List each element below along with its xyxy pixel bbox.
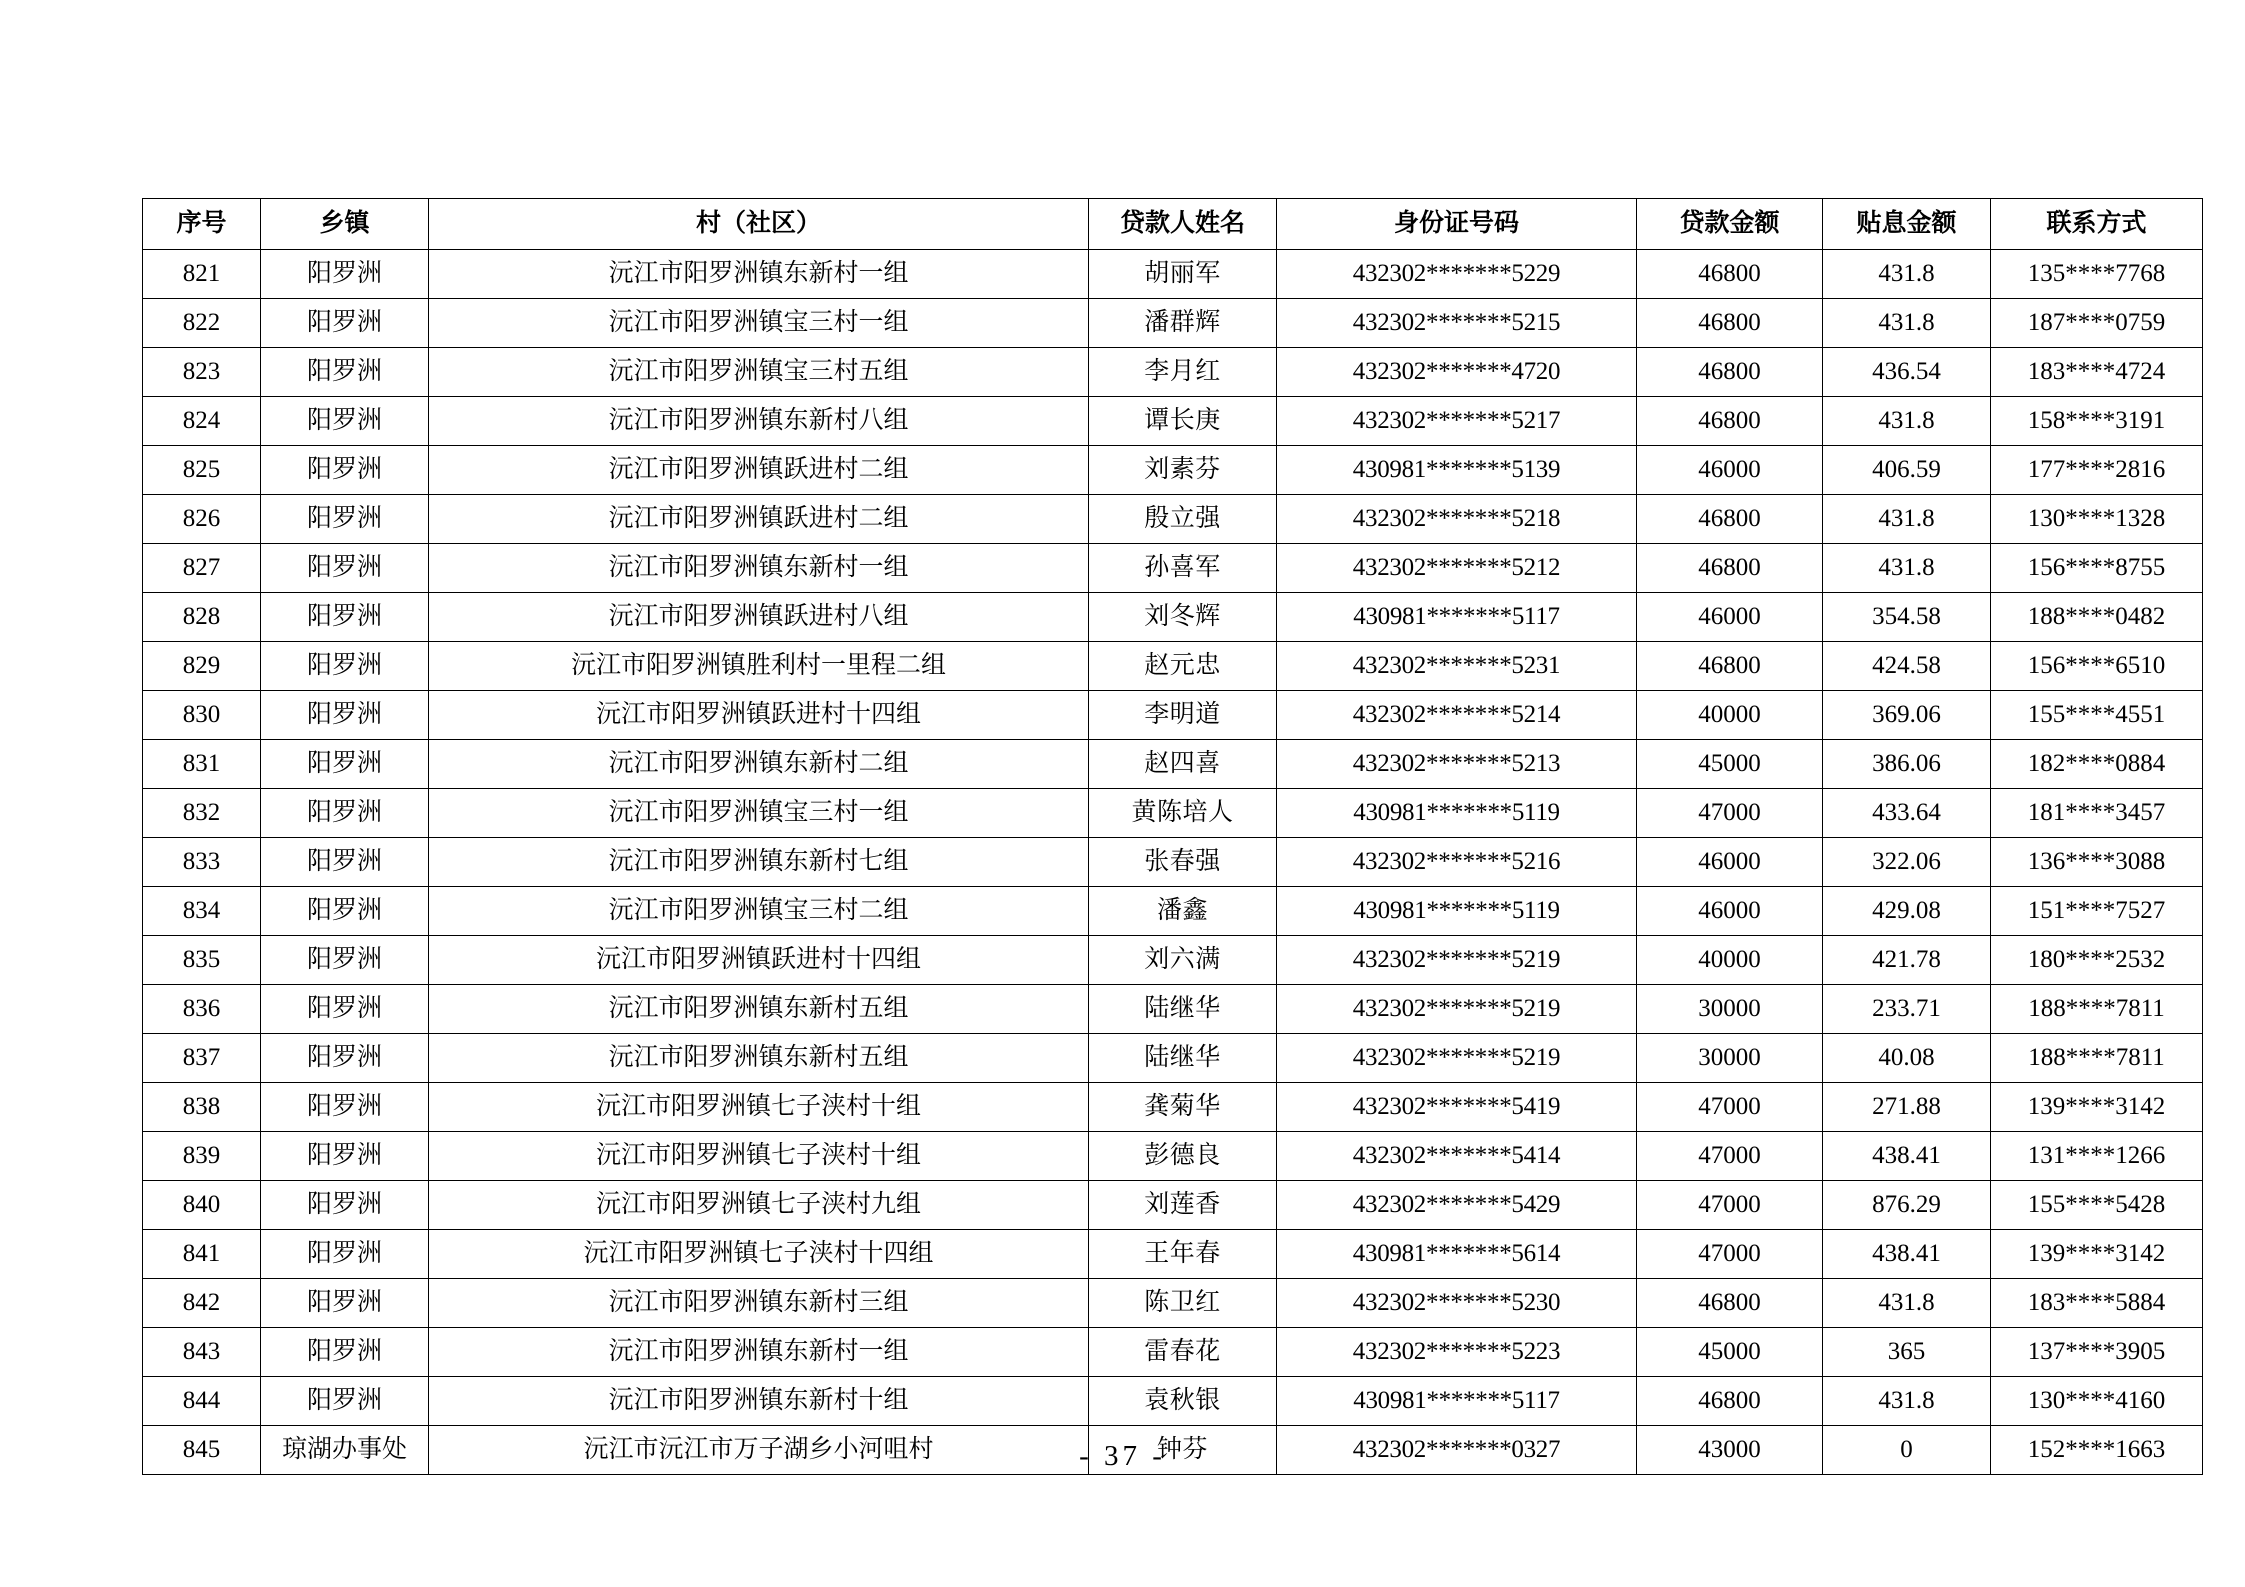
cell-township: 阳罗洲 xyxy=(261,642,429,691)
cell-id-number: 432302*******5223 xyxy=(1277,1328,1637,1377)
cell-subsidy-amount: 365 xyxy=(1823,1328,1991,1377)
table-row xyxy=(143,740,2203,789)
cell-township: 琼湖办事处 xyxy=(261,1426,429,1475)
cell-seq: 843 xyxy=(143,1328,261,1377)
cell-contact: 137****3905 xyxy=(1991,1328,2203,1377)
cell-contact: 188****7811 xyxy=(1991,1034,2203,1083)
cell-township: 阳罗洲 xyxy=(261,691,429,740)
cell-subsidy-amount: 431.8 xyxy=(1823,397,1991,446)
cell-borrower-name: 李月红 xyxy=(1089,348,1277,397)
cell-township: 阳罗洲 xyxy=(261,446,429,495)
cell-township: 阳罗洲 xyxy=(261,789,429,838)
cell-contact: 135****7768 xyxy=(1991,250,2203,299)
cell-subsidy-amount: 0 xyxy=(1823,1426,1991,1475)
cell-borrower-name: 雷春花 xyxy=(1089,1328,1277,1377)
cell-loan-amount: 47000 xyxy=(1637,1083,1823,1132)
table-row xyxy=(143,1083,2203,1132)
cell-contact: 155****4551 xyxy=(1991,691,2203,740)
table-row xyxy=(143,1034,2203,1083)
cell-subsidy-amount: 369.06 xyxy=(1823,691,1991,740)
cell-loan-amount: 46800 xyxy=(1637,250,1823,299)
cell-township: 阳罗洲 xyxy=(261,838,429,887)
cell-seq: 821 xyxy=(143,250,261,299)
cell-township: 阳罗洲 xyxy=(261,1279,429,1328)
table-row xyxy=(143,1279,2203,1328)
cell-borrower-name: 黄陈培人 xyxy=(1089,789,1277,838)
cell-subsidy-amount: 431.8 xyxy=(1823,544,1991,593)
cell-borrower-name: 龚菊华 xyxy=(1089,1083,1277,1132)
cell-contact: 151****7527 xyxy=(1991,887,2203,936)
cell-village: 沅江市沅江市万子湖乡小河咀村 xyxy=(429,1426,1089,1475)
cell-seq: 836 xyxy=(143,985,261,1034)
cell-loan-amount: 46800 xyxy=(1637,397,1823,446)
cell-township: 阳罗洲 xyxy=(261,250,429,299)
cell-id-number: 432302*******5218 xyxy=(1277,495,1637,544)
cell-id-number: 432302*******5213 xyxy=(1277,740,1637,789)
cell-village: 沅江市阳罗洲镇东新村八组 xyxy=(429,397,1089,446)
cell-seq: 840 xyxy=(143,1181,261,1230)
cell-village: 沅江市阳罗洲镇七子浃村十组 xyxy=(429,1132,1089,1181)
cell-subsidy-amount: 876.29 xyxy=(1823,1181,1991,1230)
cell-contact: 187****0759 xyxy=(1991,299,2203,348)
cell-contact: 183****4724 xyxy=(1991,348,2203,397)
cell-contact: 139****3142 xyxy=(1991,1083,2203,1132)
cell-seq: 831 xyxy=(143,740,261,789)
column-header-borrower-name: 贷款人姓名 xyxy=(1089,199,1277,250)
cell-contact: 183****5884 xyxy=(1991,1279,2203,1328)
table-row xyxy=(143,642,2203,691)
cell-borrower-name: 钟芬 xyxy=(1089,1426,1277,1475)
cell-loan-amount: 40000 xyxy=(1637,936,1823,985)
cell-id-number: 432302*******5230 xyxy=(1277,1279,1637,1328)
cell-id-number: 432302*******5219 xyxy=(1277,1034,1637,1083)
cell-contact: 139****3142 xyxy=(1991,1230,2203,1279)
cell-village: 沅江市阳罗洲镇跃进村二组 xyxy=(429,446,1089,495)
cell-subsidy-amount: 40.08 xyxy=(1823,1034,1991,1083)
cell-id-number: 432302*******5216 xyxy=(1277,838,1637,887)
cell-seq: 832 xyxy=(143,789,261,838)
cell-village: 沅江市阳罗洲镇宝三村一组 xyxy=(429,299,1089,348)
cell-village: 沅江市阳罗洲镇跃进村八组 xyxy=(429,593,1089,642)
column-header-id-number: 身份证号码 xyxy=(1277,199,1637,250)
cell-subsidy-amount: 431.8 xyxy=(1823,1377,1991,1426)
cell-subsidy-amount: 438.41 xyxy=(1823,1132,1991,1181)
cell-subsidy-amount: 354.58 xyxy=(1823,593,1991,642)
cell-contact: 136****3088 xyxy=(1991,838,2203,887)
cell-loan-amount: 45000 xyxy=(1637,740,1823,789)
cell-borrower-name: 袁秋银 xyxy=(1089,1377,1277,1426)
cell-subsidy-amount: 406.59 xyxy=(1823,446,1991,495)
cell-village: 沅江市阳罗洲镇跃进村十四组 xyxy=(429,691,1089,740)
cell-borrower-name: 殷立强 xyxy=(1089,495,1277,544)
cell-loan-amount: 45000 xyxy=(1637,1328,1823,1377)
cell-loan-amount: 46800 xyxy=(1637,1377,1823,1426)
cell-loan-amount: 43000 xyxy=(1637,1426,1823,1475)
cell-village: 沅江市阳罗洲镇跃进村二组 xyxy=(429,495,1089,544)
column-header-township: 乡镇 xyxy=(261,199,429,250)
cell-seq: 829 xyxy=(143,642,261,691)
table-row xyxy=(143,1181,2203,1230)
cell-borrower-name: 潘群辉 xyxy=(1089,299,1277,348)
cell-id-number: 432302*******5219 xyxy=(1277,985,1637,1034)
cell-seq: 825 xyxy=(143,446,261,495)
cell-loan-amount: 47000 xyxy=(1637,1230,1823,1279)
cell-loan-amount: 46000 xyxy=(1637,838,1823,887)
cell-seq: 839 xyxy=(143,1132,261,1181)
cell-contact: 152****1663 xyxy=(1991,1426,2203,1475)
cell-village: 沅江市阳罗洲镇跃进村十四组 xyxy=(429,936,1089,985)
cell-id-number: 430981*******5117 xyxy=(1277,593,1637,642)
cell-township: 阳罗洲 xyxy=(261,593,429,642)
cell-village: 沅江市阳罗洲镇东新村一组 xyxy=(429,544,1089,593)
cell-township: 阳罗洲 xyxy=(261,887,429,936)
cell-village: 沅江市阳罗洲镇东新村五组 xyxy=(429,985,1089,1034)
table-row xyxy=(143,250,2203,299)
table-row xyxy=(143,1328,2203,1377)
cell-village: 沅江市阳罗洲镇东新村十组 xyxy=(429,1377,1089,1426)
cell-contact: 156****6510 xyxy=(1991,642,2203,691)
loan-subsidy-table-container xyxy=(142,198,2166,1475)
column-header-loan-amount: 贷款金额 xyxy=(1637,199,1823,250)
cell-village: 沅江市阳罗洲镇宝三村二组 xyxy=(429,887,1089,936)
cell-township: 阳罗洲 xyxy=(261,936,429,985)
cell-seq: 841 xyxy=(143,1230,261,1279)
cell-borrower-name: 刘冬辉 xyxy=(1089,593,1277,642)
table-row xyxy=(143,397,2203,446)
cell-id-number: 432302*******5229 xyxy=(1277,250,1637,299)
cell-borrower-name: 刘素芬 xyxy=(1089,446,1277,495)
cell-loan-amount: 47000 xyxy=(1637,1181,1823,1230)
table-row xyxy=(143,985,2203,1034)
table-header xyxy=(143,199,2203,250)
cell-seq: 822 xyxy=(143,299,261,348)
cell-subsidy-amount: 431.8 xyxy=(1823,250,1991,299)
cell-village: 沅江市阳罗洲镇七子浃村九组 xyxy=(429,1181,1089,1230)
cell-id-number: 430981*******5614 xyxy=(1277,1230,1637,1279)
cell-borrower-name: 陈卫红 xyxy=(1089,1279,1277,1328)
loan-subsidy-table xyxy=(142,198,2203,1475)
cell-borrower-name: 孙喜军 xyxy=(1089,544,1277,593)
cell-borrower-name: 赵四喜 xyxy=(1089,740,1277,789)
table-row xyxy=(143,936,2203,985)
cell-subsidy-amount: 322.06 xyxy=(1823,838,1991,887)
cell-contact: 155****5428 xyxy=(1991,1181,2203,1230)
cell-contact: 158****3191 xyxy=(1991,397,2203,446)
cell-contact: 188****7811 xyxy=(1991,985,2203,1034)
cell-subsidy-amount: 431.8 xyxy=(1823,299,1991,348)
table-row xyxy=(143,1230,2203,1279)
cell-seq: 826 xyxy=(143,495,261,544)
table-row xyxy=(143,593,2203,642)
column-header-subsidy-amount: 贴息金额 xyxy=(1823,199,1991,250)
table-row xyxy=(143,495,2203,544)
cell-township: 阳罗洲 xyxy=(261,299,429,348)
cell-borrower-name: 刘六满 xyxy=(1089,936,1277,985)
cell-loan-amount: 46000 xyxy=(1637,446,1823,495)
cell-subsidy-amount: 424.58 xyxy=(1823,642,1991,691)
cell-village: 沅江市阳罗洲镇东新村二组 xyxy=(429,740,1089,789)
cell-subsidy-amount: 436.54 xyxy=(1823,348,1991,397)
cell-subsidy-amount: 438.41 xyxy=(1823,1230,1991,1279)
cell-seq: 842 xyxy=(143,1279,261,1328)
cell-borrower-name: 陆继华 xyxy=(1089,985,1277,1034)
cell-id-number: 432302*******5429 xyxy=(1277,1181,1637,1230)
cell-loan-amount: 46800 xyxy=(1637,1279,1823,1328)
column-header-contact: 联系方式 xyxy=(1991,199,2203,250)
cell-id-number: 432302*******5231 xyxy=(1277,642,1637,691)
cell-village: 沅江市阳罗洲镇宝三村五组 xyxy=(429,348,1089,397)
cell-village: 沅江市阳罗洲镇宝三村一组 xyxy=(429,789,1089,838)
cell-borrower-name: 张春强 xyxy=(1089,838,1277,887)
cell-seq: 828 xyxy=(143,593,261,642)
cell-township: 阳罗洲 xyxy=(261,1083,429,1132)
cell-township: 阳罗洲 xyxy=(261,1230,429,1279)
cell-borrower-name: 李明道 xyxy=(1089,691,1277,740)
cell-township: 阳罗洲 xyxy=(261,1034,429,1083)
table-row xyxy=(143,887,2203,936)
cell-id-number: 432302*******5414 xyxy=(1277,1132,1637,1181)
cell-contact: 130****1328 xyxy=(1991,495,2203,544)
cell-seq: 824 xyxy=(143,397,261,446)
cell-subsidy-amount: 271.88 xyxy=(1823,1083,1991,1132)
cell-seq: 845 xyxy=(143,1426,261,1475)
cell-seq: 844 xyxy=(143,1377,261,1426)
cell-seq: 837 xyxy=(143,1034,261,1083)
table-row xyxy=(143,789,2203,838)
cell-borrower-name: 彭德良 xyxy=(1089,1132,1277,1181)
cell-village: 沅江市阳罗洲镇东新村一组 xyxy=(429,1328,1089,1377)
cell-township: 阳罗洲 xyxy=(261,985,429,1034)
cell-subsidy-amount: 433.64 xyxy=(1823,789,1991,838)
cell-seq: 830 xyxy=(143,691,261,740)
cell-id-number: 432302*******5217 xyxy=(1277,397,1637,446)
cell-id-number: 432302*******4720 xyxy=(1277,348,1637,397)
cell-borrower-name: 胡丽军 xyxy=(1089,250,1277,299)
cell-township: 阳罗洲 xyxy=(261,1181,429,1230)
cell-township: 阳罗洲 xyxy=(261,1132,429,1181)
cell-id-number: 432302*******5214 xyxy=(1277,691,1637,740)
cell-loan-amount: 47000 xyxy=(1637,1132,1823,1181)
table-row xyxy=(143,299,2203,348)
cell-contact: 181****3457 xyxy=(1991,789,2203,838)
cell-township: 阳罗洲 xyxy=(261,397,429,446)
table-row xyxy=(143,446,2203,495)
cell-seq: 823 xyxy=(143,348,261,397)
cell-contact: 188****0482 xyxy=(1991,593,2203,642)
cell-id-number: 430981*******5139 xyxy=(1277,446,1637,495)
cell-contact: 131****1266 xyxy=(1991,1132,2203,1181)
cell-loan-amount: 30000 xyxy=(1637,985,1823,1034)
cell-borrower-name: 潘鑫 xyxy=(1089,887,1277,936)
table-header-row xyxy=(143,199,2203,250)
cell-subsidy-amount: 431.8 xyxy=(1823,1279,1991,1328)
table-row xyxy=(143,1132,2203,1181)
cell-id-number: 432302*******5419 xyxy=(1277,1083,1637,1132)
cell-village: 沅江市阳罗洲镇胜利村一里程二组 xyxy=(429,642,1089,691)
cell-township: 阳罗洲 xyxy=(261,1328,429,1377)
table-row xyxy=(143,348,2203,397)
cell-village: 沅江市阳罗洲镇七子浃村十四组 xyxy=(429,1230,1089,1279)
cell-subsidy-amount: 421.78 xyxy=(1823,936,1991,985)
cell-loan-amount: 46800 xyxy=(1637,495,1823,544)
cell-seq: 827 xyxy=(143,544,261,593)
cell-contact: 130****4160 xyxy=(1991,1377,2203,1426)
cell-seq: 835 xyxy=(143,936,261,985)
cell-subsidy-amount: 431.8 xyxy=(1823,495,1991,544)
cell-borrower-name: 陆继华 xyxy=(1089,1034,1277,1083)
cell-id-number: 430981*******5119 xyxy=(1277,887,1637,936)
cell-village: 沅江市阳罗洲镇东新村七组 xyxy=(429,838,1089,887)
table-row xyxy=(143,544,2203,593)
cell-loan-amount: 46000 xyxy=(1637,887,1823,936)
cell-borrower-name: 谭长庚 xyxy=(1089,397,1277,446)
cell-loan-amount: 46800 xyxy=(1637,348,1823,397)
cell-contact: 180****2532 xyxy=(1991,936,2203,985)
cell-id-number: 432302*******5215 xyxy=(1277,299,1637,348)
cell-loan-amount: 47000 xyxy=(1637,789,1823,838)
cell-subsidy-amount: 233.71 xyxy=(1823,985,1991,1034)
cell-seq: 833 xyxy=(143,838,261,887)
cell-contact: 177****2816 xyxy=(1991,446,2203,495)
cell-township: 阳罗洲 xyxy=(261,348,429,397)
table-body xyxy=(143,250,2203,1475)
cell-subsidy-amount: 429.08 xyxy=(1823,887,1991,936)
cell-township: 阳罗洲 xyxy=(261,1377,429,1426)
cell-id-number: 430981*******5117 xyxy=(1277,1377,1637,1426)
cell-seq: 834 xyxy=(143,887,261,936)
cell-township: 阳罗洲 xyxy=(261,495,429,544)
cell-id-number: 432302*******0327 xyxy=(1277,1426,1637,1475)
cell-village: 沅江市阳罗洲镇东新村五组 xyxy=(429,1034,1089,1083)
table-row xyxy=(143,1377,2203,1426)
table-row xyxy=(143,838,2203,887)
cell-loan-amount: 40000 xyxy=(1637,691,1823,740)
cell-borrower-name: 刘莲香 xyxy=(1089,1181,1277,1230)
cell-loan-amount: 46800 xyxy=(1637,642,1823,691)
cell-contact: 182****0884 xyxy=(1991,740,2203,789)
cell-village: 沅江市阳罗洲镇东新村三组 xyxy=(429,1279,1089,1328)
cell-village: 沅江市阳罗洲镇东新村一组 xyxy=(429,250,1089,299)
column-header-seq: 序号 xyxy=(143,199,261,250)
cell-loan-amount: 46000 xyxy=(1637,593,1823,642)
cell-loan-amount: 46800 xyxy=(1637,299,1823,348)
cell-township: 阳罗洲 xyxy=(261,740,429,789)
cell-id-number: 432302*******5219 xyxy=(1277,936,1637,985)
page-number: - 37 - xyxy=(1079,1440,1166,1472)
cell-borrower-name: 赵元忠 xyxy=(1089,642,1277,691)
column-header-village: 村（社区） xyxy=(429,199,1089,250)
cell-loan-amount: 46800 xyxy=(1637,544,1823,593)
cell-id-number: 430981*******5119 xyxy=(1277,789,1637,838)
cell-loan-amount: 30000 xyxy=(1637,1034,1823,1083)
cell-borrower-name: 王年春 xyxy=(1089,1230,1277,1279)
cell-contact: 156****8755 xyxy=(1991,544,2203,593)
cell-township: 阳罗洲 xyxy=(261,544,429,593)
cell-village: 沅江市阳罗洲镇七子浃村十组 xyxy=(429,1083,1089,1132)
cell-subsidy-amount: 386.06 xyxy=(1823,740,1991,789)
table-row xyxy=(143,691,2203,740)
cell-id-number: 432302*******5212 xyxy=(1277,544,1637,593)
cell-seq: 838 xyxy=(143,1083,261,1132)
